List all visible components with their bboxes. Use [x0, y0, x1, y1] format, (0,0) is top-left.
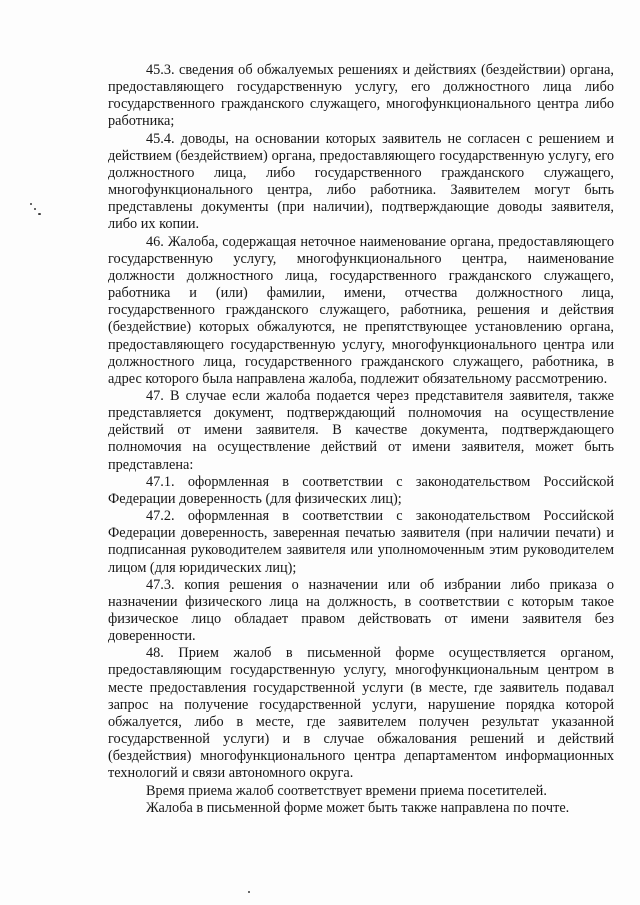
- scan-speck: [38, 213, 41, 215]
- scan-speck: [30, 203, 32, 205]
- paragraph-46: 46. Жалоба, содержащая неточное наименование органа, предоставляющего государственную услугу, многофункционального центра, наименование должности должностного лица, государственного гражданского служащего, работника и (или) фамилии, имени, отчества должностного лица, государственного гражданского служащего, работника, решения и действия (бездействие) которых обжалуются, не препятствующее установлению органа, предоставляющего государственную услугу, многофункционального центра или должностного лица, государственного гражданского служащего, работника, в адрес которого была направлена жалоба, подлежит обязательному рассмотрению.: [108, 233, 614, 387]
- paragraph-47-2: 47.2. оформленная в соответствии с законодательством Российской Федерации доверенность, заверенная печатью заявителя (при наличии печати) и подписанная руководителем заявителя или уполномоченным этим руководителем лицом (для юридических лиц);: [108, 508, 614, 576]
- paragraph-47-1: 47.1. оформленная в соответствии с законодательством Российской Федерации доверенность (для физических лиц);: [108, 473, 614, 507]
- paragraph-47-3: 47.3. копия решения о назначении или об избрании либо приказа о назначении физического лица на должность, в соответствии с которым такое физическое лицо обладает правом действовать от имени заявителя без доверенности.: [108, 576, 614, 645]
- scan-speck: [248, 891, 250, 893]
- scan-speck: [34, 208, 36, 210]
- paragraph-47: 47. В случае если жалоба подается через представителя заявителя, также представляется документ, подтверждающий полномочия на осуществление действий от имени заявителя. В качестве документа, подтверждающего полномочия на осуществление действий от имени заявителя, может быть представлена:: [108, 387, 614, 473]
- paragraph-45-4: 45.4. доводы, на основании которых заявитель не согласен с решением и действием (бездействием) органа, предоставляющего государственную услугу, его должностного лица, либо государственного гражданского служащего, многофункционального центра, либо работника. Заявителем могут быть представлены документы (при наличии), подтверждающие доводы заявителя, либо их копии.: [108, 130, 614, 233]
- document-body: [108, 62, 614, 817]
- paragraph-45-3: 45.3. сведения об обжалуемых решениях и действиях (бездействии) органа, предоставляющего государственную услугу, его должностного лица либо государственного гражданского служащего, многофункционального центра либо работника;: [108, 62, 614, 130]
- paragraph-reception-time: Время приема жалоб соответствует времени приема посетителей.: [146, 782, 547, 799]
- paragraph-48: 48. Прием жалоб в письменной форме осуществляется органом, предоставляющим государственную услугу, многофункциональным центром в месте предоставления государственной услуги (в месте, где заявитель подавал запрос на получение государственной услуги, нарушение порядка которой обжалуется, либо в месте, где заявителем получен результат указанной государственной услуги) и в случае обжалования решений и действий (бездействия) многофункционального центра департаментом информационных технологий и связи автономного округа.: [108, 645, 614, 782]
- paragraph-mail-submission: Жалоба в письменной форме может быть также направлена по почте.: [146, 799, 570, 816]
